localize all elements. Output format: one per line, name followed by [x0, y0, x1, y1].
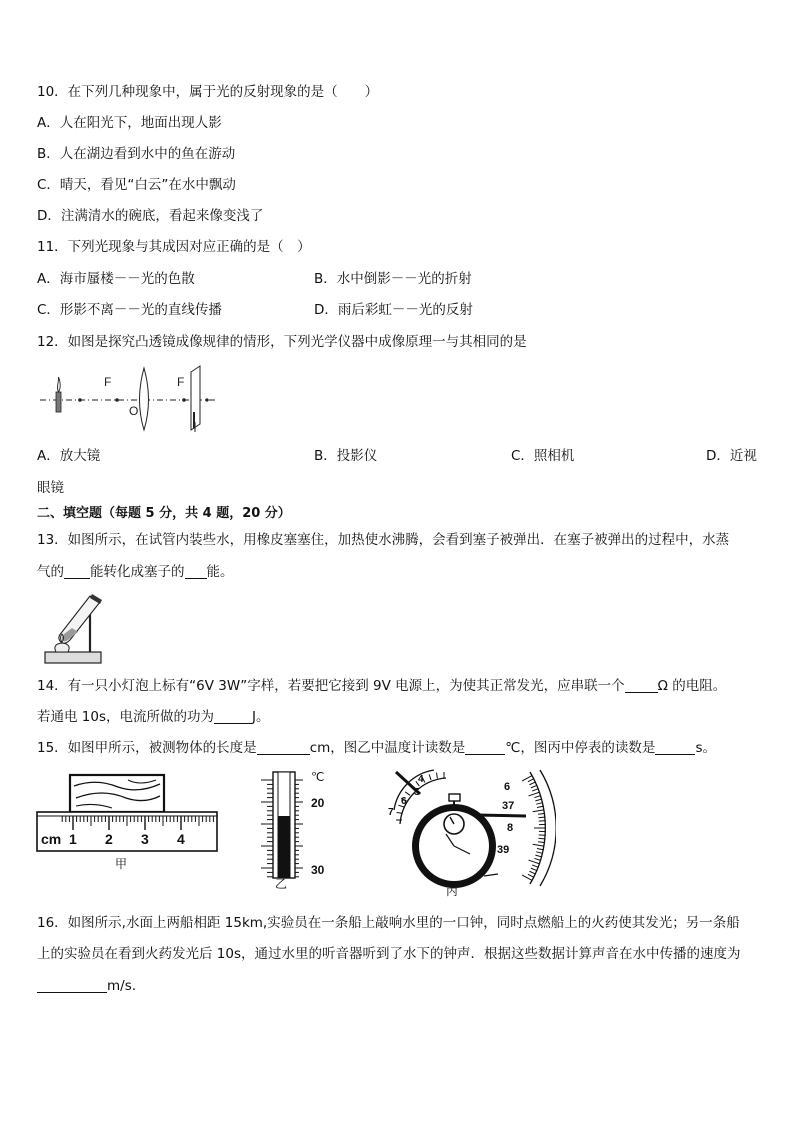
- q16-blank[interactable]: [37, 978, 107, 993]
- thermometer-caption: 乙: [275, 877, 288, 890]
- q14-text-a: 14．有一只小灯泡上标有“6V 3W”字样，若要把它接到 9V 电源上，为使其正常发光，应串联一个: [37, 678, 625, 694]
- tick-mark: [529, 782, 535, 785]
- tick-mark: [534, 795, 541, 797]
- ruler-tick-1: 1: [69, 831, 77, 847]
- big-dial-37: 37: [502, 800, 515, 812]
- q12-stem: 12．如图是探究凸透镜成像规律的情形，下列光学仪器中成像原理一与其相同的是: [37, 334, 527, 350]
- thermometer-tick-20: 20: [311, 796, 325, 810]
- q12-option-d: D．近视: [706, 448, 757, 464]
- q15-ruler-figure: [36, 772, 220, 872]
- q12-option-a: A．放大镜: [37, 448, 101, 464]
- tick-mark: [531, 785, 537, 788]
- big-dial-ticks: [522, 775, 546, 880]
- big-dial-8: 8: [507, 822, 514, 834]
- q12-option-c: C．照相机: [511, 448, 575, 464]
- ruler-caption: 甲: [115, 857, 128, 871]
- q13-test-tube-figure: [42, 592, 110, 668]
- q10-option-d: D．注满清水的碗底，看起来像变浅了: [37, 208, 264, 224]
- q16-text: m/s.: [107, 978, 137, 994]
- tick-mark: [531, 868, 537, 871]
- small-dial-7: 7: [388, 807, 394, 818]
- small-dial-6: 6: [401, 796, 407, 807]
- tick-mark: [529, 860, 540, 864]
- q10-stem: 10．在下列几种现象中，属于光的反射现象的是（ ）: [37, 84, 379, 100]
- q11-option-d: D．雨后彩虹－－光的反射: [314, 302, 473, 318]
- q13-text-c: 能。: [206, 564, 234, 580]
- q11-option-c: C．形影不离－－光的直线传播: [37, 302, 222, 318]
- q10-option-c: C．晴天，看见“白云”在水中飘动: [37, 177, 236, 193]
- q15-blank-2[interactable]: [465, 740, 505, 755]
- q12-label-focus-left: F: [104, 375, 112, 389]
- tick-mark: [534, 858, 541, 860]
- q10-option-a: A．人在阳光下，地面出现人影: [37, 115, 222, 131]
- ruler-tick-3: 3: [141, 831, 149, 847]
- q14-text-c: 若通电 10s，电流所做的功为: [37, 709, 215, 725]
- tick-mark: [528, 874, 534, 877]
- q14-line-2: [37, 708, 270, 726]
- ruler-unit: cm: [41, 831, 62, 847]
- q15-thermometer-figure: [253, 770, 333, 890]
- tick-mark: [532, 865, 539, 868]
- q15-text-a: 15．如图甲所示，被测物体的长度是: [37, 740, 257, 756]
- q15-text-c: ℃，图丙中停表的读数是: [505, 740, 656, 756]
- q15-text-d: s。: [695, 740, 716, 756]
- q14-text-b: Ω 的电阻。: [657, 678, 727, 694]
- q16-line-3: [37, 977, 136, 995]
- stopwatch-caption: 丙: [446, 884, 459, 898]
- q11-option-a: A．海市蜃楼－－光的色散: [37, 271, 195, 287]
- q11-option-b: B．水中倒影－－光的折射: [314, 271, 472, 287]
- tick-mark: [429, 774, 431, 780]
- q11-stem: 11．下列光现象与其成因对应正确的是（ ）: [37, 239, 311, 255]
- tick-mark: [529, 792, 540, 796]
- small-dial-4: 4: [418, 774, 424, 785]
- q10-option-b: B．人在湖边看到水中的鱼在游动: [37, 146, 236, 162]
- q12-label-center: O: [129, 404, 139, 418]
- q15-text-b: cm，图乙中温度计读数是: [309, 740, 466, 756]
- ruler-tick-2: 2: [105, 831, 113, 847]
- q13-line-1: 13．如图所示，在试管内装些水，用橡皮塞塞住，加热使水沸腾，会看到塞子被弹出．在塞子被弹出的过程中，水蒸: [37, 532, 730, 548]
- tick-mark: [533, 844, 545, 846]
- q15-blank-1[interactable]: [257, 740, 310, 755]
- q14-blank-2[interactable]: [214, 709, 252, 724]
- q12-option-d-wrap: 眼镜: [37, 480, 64, 496]
- q14-text-d: J。: [252, 709, 270, 725]
- q15-blank-3[interactable]: [655, 740, 695, 755]
- q13-text-a: 气的: [37, 564, 64, 580]
- q12-label-focus-right: F: [177, 375, 185, 389]
- tick-mark: [538, 817, 545, 818]
- tick-mark: [528, 779, 534, 782]
- q14-blank-1[interactable]: [625, 678, 658, 693]
- q13-blank-2[interactable]: [185, 564, 207, 579]
- tick-mark: [529, 871, 535, 874]
- tick-mark: [538, 838, 545, 839]
- q13-blank-1[interactable]: [64, 564, 90, 579]
- q12-optical-bench-figure: [38, 362, 220, 432]
- big-dial-6: 6: [504, 781, 511, 793]
- q13-text-b: 能转化成塞子的: [90, 564, 185, 580]
- ruler-tick-4: 4: [177, 831, 185, 847]
- q12-option-b: B．投影仪: [314, 448, 378, 464]
- big-dial-39: 39: [497, 844, 510, 856]
- small-dial-5: 5: [414, 787, 420, 798]
- q14-line-1: [37, 677, 726, 695]
- q15-stopwatch-figure: [384, 764, 556, 898]
- q15-stem: [37, 739, 716, 757]
- tick-mark: [436, 773, 437, 779]
- q13-line-2: [37, 563, 234, 581]
- tick-mark: [533, 810, 545, 812]
- thermometer-unit: ℃: [311, 770, 325, 784]
- q16-line-1: 16．如图所示,水面上两船相距 15km,实验员在一条船上敲响水里的一口钟，同时点燃船上的火药使其发光；另一条船: [37, 915, 740, 931]
- section-heading-fill-in: 二、填空题（每题 5 分，共 4 题，20 分）: [37, 506, 291, 521]
- thermometer-tick-30: 30: [311, 863, 325, 877]
- tick-mark: [532, 789, 539, 792]
- tick-mark: [405, 792, 410, 796]
- q16-line-2: 上的实验员在看到火药发光后 10s，通过水里的听音器听到了水下的钟声．根据这些数据计算声音在水中传播的速度为: [37, 946, 741, 962]
